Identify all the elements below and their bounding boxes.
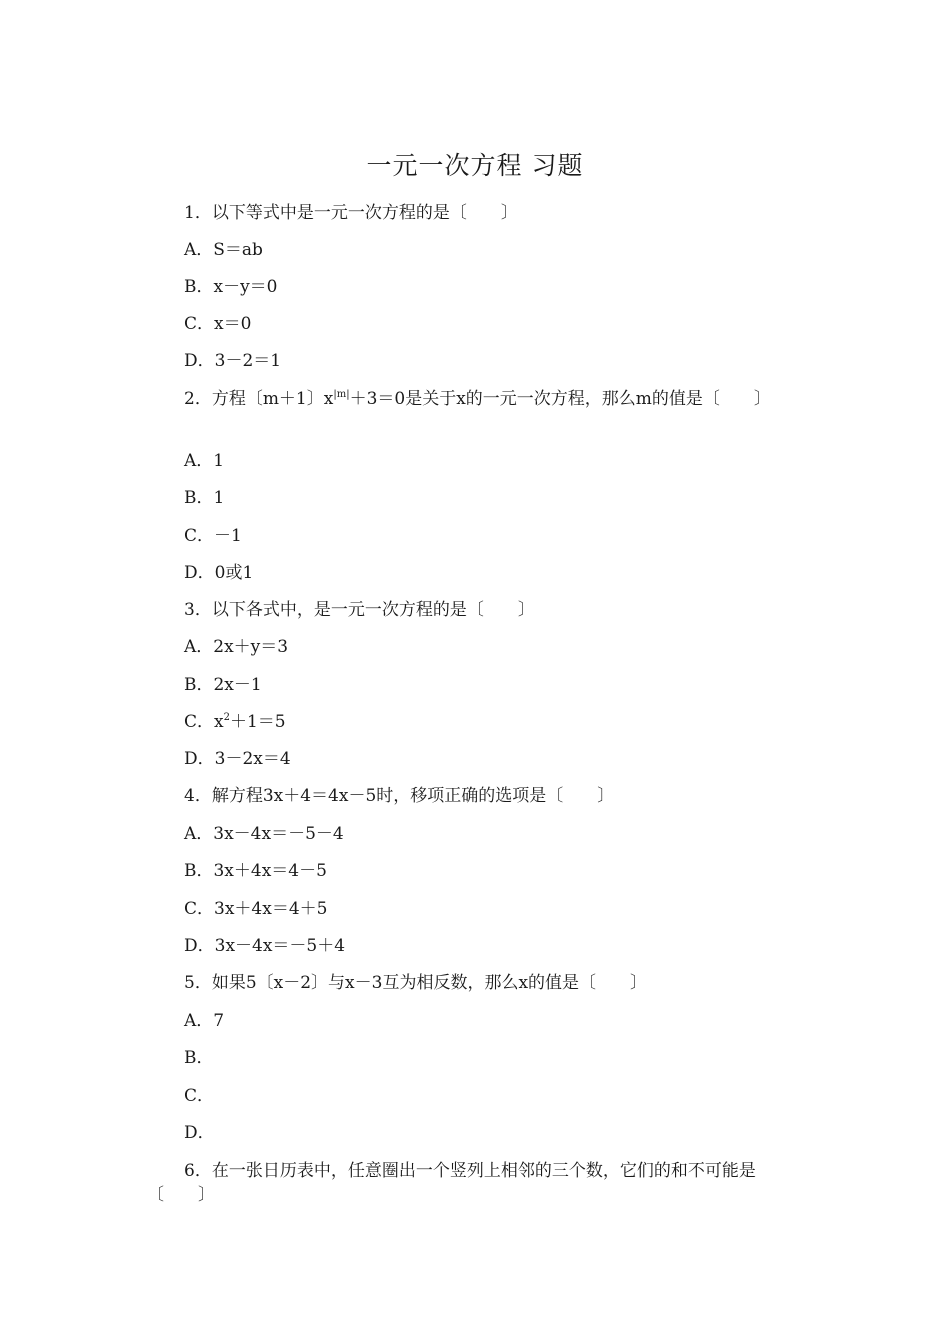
question-4-option-d: D．3x－4x＝－5＋4 bbox=[184, 936, 346, 956]
question-3-option-c-after: ＋1＝5 bbox=[229, 712, 286, 732]
question-4-option-b: B．3x＋4x＝4－5 bbox=[184, 861, 327, 881]
question-4-option-c: C．3x＋4x＝4＋5 bbox=[184, 899, 328, 919]
question-2-stem bbox=[147, 387, 797, 411]
question-2-stem-after: ＋3＝0是关于x的一元一次方程，那么m的值是〔 〕 bbox=[349, 389, 771, 409]
question-1-option-a: A．S＝ab bbox=[184, 240, 263, 260]
page-title: 一元一次方程 习题 bbox=[366, 151, 584, 180]
question-1-option-c: C．x＝0 bbox=[184, 314, 252, 334]
question-2-stem-before: 2．方程〔m＋1〕x bbox=[184, 389, 334, 409]
question-2-option-a: A．1 bbox=[184, 451, 225, 471]
question-4-option-a: A．3x－4x＝－5－4 bbox=[184, 824, 344, 844]
question-5-stem: 5．如果5〔x－2〕与x－3互为相反数，那么x的值是〔 〕 bbox=[184, 973, 648, 993]
question-1-stem: 1．以下等式中是一元一次方程的是〔 〕 bbox=[184, 203, 518, 223]
question-2-option-d: D．0或1 bbox=[184, 563, 254, 583]
question-3-option-c-superscript: 2 bbox=[223, 712, 230, 723]
question-1-option-d: D．3－2＝1 bbox=[184, 351, 282, 371]
question-2-stem-superscript: |m| bbox=[333, 389, 350, 400]
question-5-option-a: A．7 bbox=[184, 1011, 225, 1031]
question-3-stem: 3．以下各式中，是一元一次方程的是〔 〕 bbox=[184, 600, 535, 620]
question-5-option-c: C． bbox=[184, 1086, 215, 1106]
question-3-option-b: B．2x－1 bbox=[184, 675, 262, 695]
question-3-option-c bbox=[184, 711, 286, 733]
question-5-option-d: D． bbox=[184, 1123, 215, 1143]
question-1-option-b: B．x－y＝0 bbox=[184, 277, 278, 297]
question-5-option-b: B． bbox=[184, 1048, 214, 1068]
question-3-option-a: A．2x＋y＝3 bbox=[184, 637, 289, 657]
question-2-option-c: C．－1 bbox=[184, 526, 242, 546]
question-4-stem: 4．解方程3x＋4＝4x－5时，移项正确的选项是〔 〕 bbox=[184, 786, 615, 806]
question-2-option-b: B．1 bbox=[184, 488, 225, 508]
question-3-option-d: D．3－2x＝4 bbox=[184, 749, 291, 769]
question-6-stem: 6．在一张日历表中，任意圈出一个竖列上相邻的三个数，它们的和不可能是〔 〕 bbox=[147, 1161, 756, 1205]
question-3-option-c-before: C．x bbox=[184, 712, 224, 732]
